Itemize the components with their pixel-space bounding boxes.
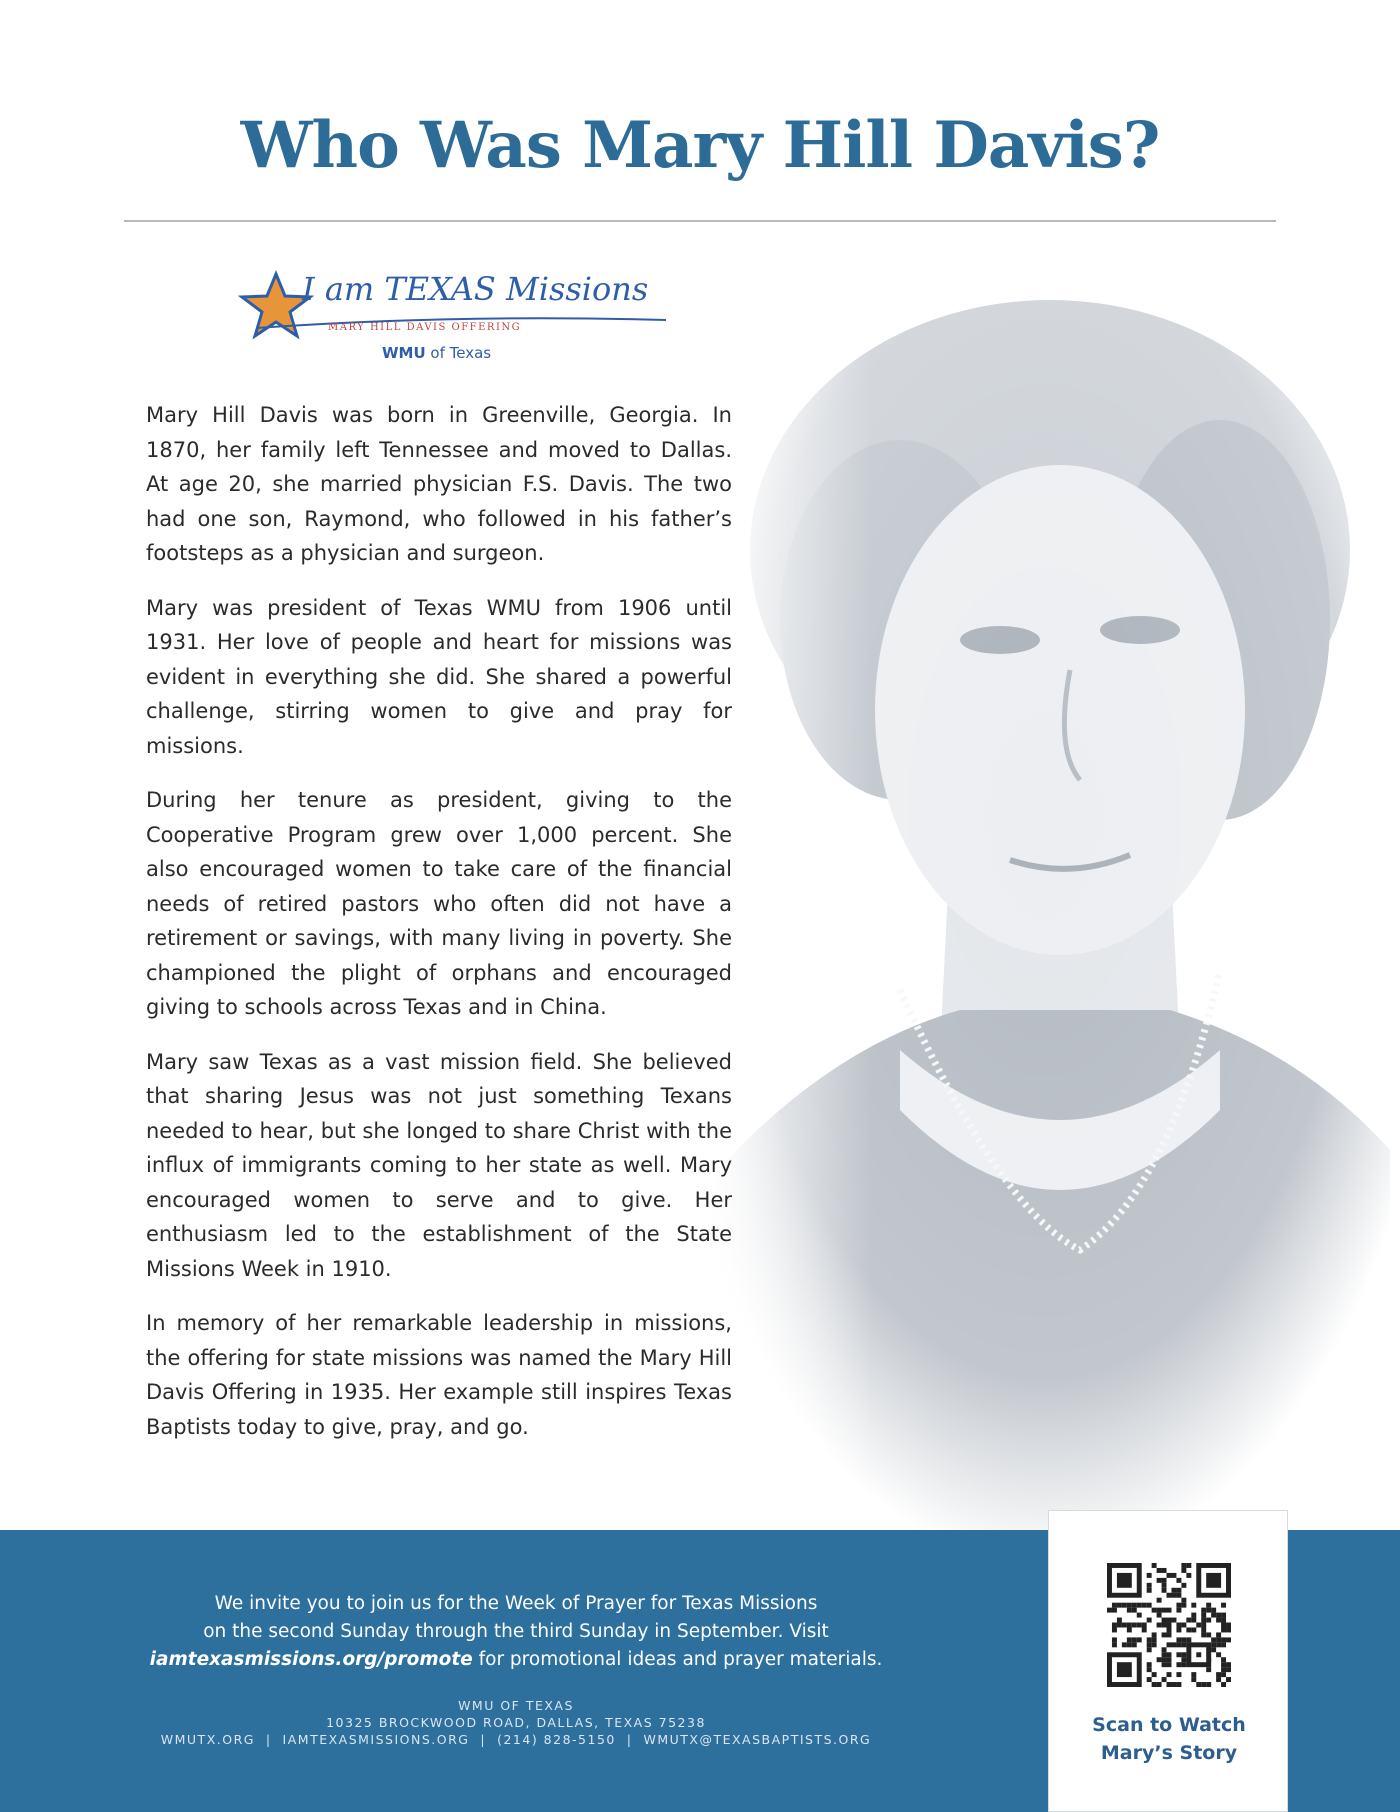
logo-wmu-text: WMU of Texas <box>382 344 492 362</box>
logo-script-text: I am TEXAS Missions <box>302 270 649 308</box>
qr-card <box>1048 1510 1288 1812</box>
paragraph: Mary saw Texas as a vast mission field. She believed that sharing Jesus was not just something Texans needed to hear, but she longed to share Christ with the influx of immigrants coming to her state as well. Mary encouraged women to serve and to give. Her enthusiasm led to the establishment of the State Missions Week in 1910. <box>146 1049 732 1281</box>
article-body <box>146 398 732 1464</box>
paragraph: Mary Hill Davis was born in Greenville, Georgia. In 1870, her family left Tennessee and moved to Dallas. At age 20, she married physician F.S. Davis. The two had one son, Raymond, who followed in his father’s footsteps as a physician and surgeon. <box>146 403 732 565</box>
footer-invitation <box>100 1590 932 1674</box>
promote-link[interactable]: iamtexasmissions.org/promote <box>149 1649 473 1670</box>
footer-address <box>100 1697 932 1748</box>
logo-offering-text: MARY HILL DAVIS OFFERING <box>328 322 522 333</box>
qr-caption-line: Scan to Watch <box>1092 1714 1246 1736</box>
portrait-photo <box>700 290 1390 1540</box>
invite-line: on the second Sunday through the third Sunday in September. Visit <box>203 1621 829 1642</box>
qr-caption-line: Mary’s Story <box>1100 1742 1238 1764</box>
contact-line: WMUTX.ORG | IAMTEXASMISSIONS.ORG | (214) 828-5150 | WMUTX@TEXASBAPTISTS.ORG <box>160 1732 872 1747</box>
paragraph: In memory of her remarkable leadership in missions, the offering for state missions was named the Mary Hill Davis Offering in 1935. Her example still inspires Texas Baptists today to give, pray, and go. <box>146 1311 732 1439</box>
paragraph: During her tenure as president, giving to the Cooperative Program grew over 1,000 percent. She also encouraged women to take care of the financial needs of retired pastors who often did not have a retirement or savings, with many living in poverty. She championed the plight of orphans and encouraged giving to schools across Texas and in China. <box>146 788 732 1019</box>
qr-caption <box>1049 1711 1289 1767</box>
org-name: WMU OF TEXAS <box>458 1698 574 1713</box>
iam-texas-missions-logo <box>236 262 656 372</box>
street-address: 10325 BROCKWOOD ROAD, DALLAS, TEXAS 75238 <box>326 1715 706 1730</box>
qr-code-icon[interactable] <box>1107 1563 1231 1687</box>
invite-line: iamtexasmissions.org/promote for promotional ideas and prayer materials. <box>149 1649 883 1670</box>
invite-line: We invite you to join us for the Week of Prayer for Texas Missions <box>214 1593 818 1614</box>
title-divider <box>124 220 1276 222</box>
paragraph: Mary was president of Texas WMU from 1906 until 1931. Her love of people and heart for missions was evident in everything she did. She shared a powerful challenge, stirring women to give and pray for missions. <box>146 595 732 758</box>
page-title: Who Was Mary Hill Davis? <box>240 108 1160 183</box>
